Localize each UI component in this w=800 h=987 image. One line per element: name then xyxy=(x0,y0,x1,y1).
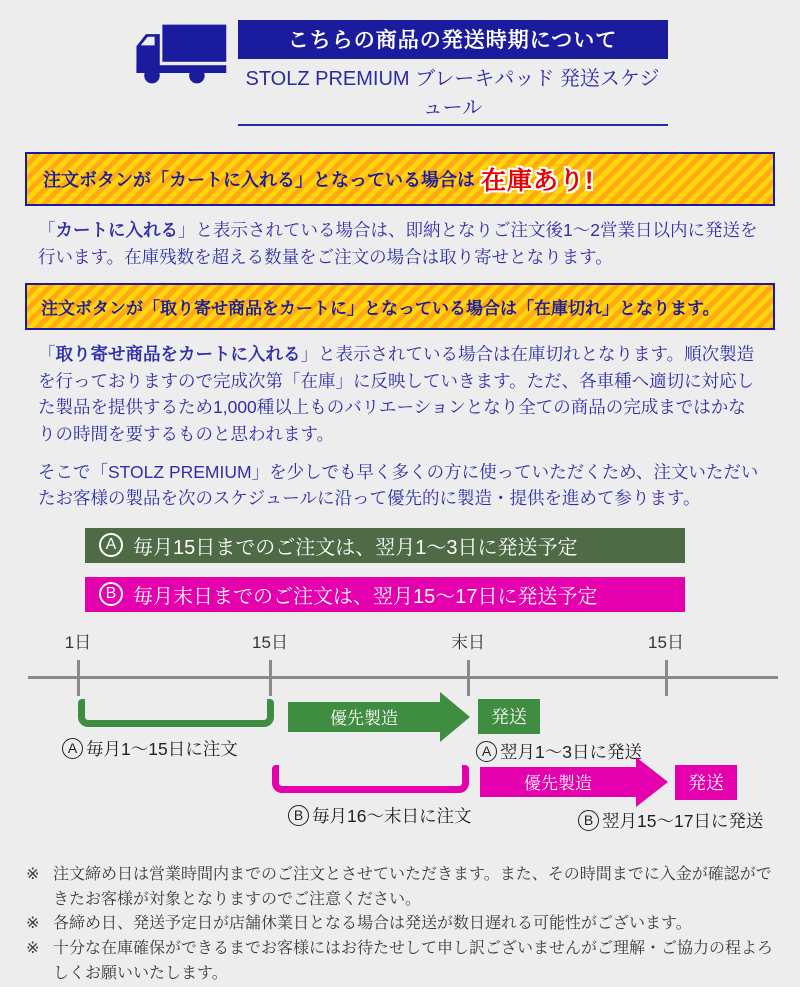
plan-a-banner-text: 毎月15日までのご注文は、翌月1～3日に発送予定 xyxy=(133,536,578,559)
timeline-tick-label-3: 末日 xyxy=(451,632,485,652)
note-marker: ※ xyxy=(26,940,40,958)
footer-notes xyxy=(26,863,774,987)
timeline-tick-2 xyxy=(269,660,272,696)
note-text: 十分な在庫確保ができるまでお客様にはお待たせして申し訳ございませんがご理解・ご協力の程よろしくお願いいたします。 xyxy=(53,940,774,982)
bracket-open: 「 xyxy=(38,344,56,365)
timeline-tick-4 xyxy=(665,660,668,696)
out-of-stock-paragraph-2: そこで「STOLZ PREMIUM」を少しでも早く多くの方に使っていただくため、注文いただいたお客様の製品を次のスケジュールに沿って優先的に製造・提供を進めて参ります。 xyxy=(38,461,759,509)
plan-a-badge-icon: A xyxy=(62,738,83,759)
timeline-tick-label-1: 1日 xyxy=(64,632,92,652)
plan-b-badge-icon: B xyxy=(288,805,309,826)
plan-a-badge-icon: A xyxy=(99,533,123,557)
plan-b-banner-text: 毎月末日までのご注文は、翌月15～17日に発送予定 xyxy=(133,585,598,608)
plan-a-arrow-head xyxy=(440,692,470,742)
header-text xyxy=(238,20,668,126)
note-item xyxy=(26,912,774,937)
schedule-timeline xyxy=(0,626,800,841)
out-of-stock-banner xyxy=(25,283,775,330)
plan-a-ship-text: 翌月1～3日に発送 xyxy=(500,741,642,762)
plan-a-priority-arrow xyxy=(288,702,440,732)
out-of-stock-paragraph-1 xyxy=(38,341,762,447)
note-text: 注文締め日は営業時間内までのご注文とさせていただきます。また、その時間までに入金が確認ができたお客様が対象となりますのでご注意ください。 xyxy=(53,865,772,908)
truck-icon xyxy=(133,23,228,85)
page-title: こちらの商品の発送時期について xyxy=(238,20,668,59)
plan-a-badge-icon: A xyxy=(476,741,497,762)
out-of-stock-body: 」と表示されている場合は在庫切れとなります。順次製造を行っておりますので完成次第「在庫」に反映していきます。ただ、各車種へ適切に対応した製品を提供するため1,000種以上ものバリエーションとなり全ての商品の完成まではかなりの時間を要するものと思われます。 xyxy=(38,344,755,444)
plan-b-priority-arrow xyxy=(480,767,636,797)
in-stock-paragraph xyxy=(38,217,762,270)
plan-b-order-text: 毎月16～末日に注文 xyxy=(312,805,472,826)
plan-b-arrow-text: 優先製造 xyxy=(524,774,592,794)
in-stock-banner xyxy=(25,152,775,206)
plan-b-badge-icon: B xyxy=(99,582,123,606)
plan-b-arrow-head xyxy=(636,757,668,807)
header xyxy=(0,0,800,126)
plan-b-ship-label xyxy=(578,808,763,833)
in-stock-highlight: 在庫あり! xyxy=(481,167,595,195)
in-stock-body: 」と表示されている場合は、即納となりご注文後1～2営業日以内に発送を行います。在庫残数を超える数量をご注文の場合は取り寄せとなります。 xyxy=(38,220,758,267)
page-subtitle: STOLZ PREMIUM ブレーキパッド 発送スケジュール xyxy=(238,59,668,126)
out-of-stock-lead: 取り寄せ商品をカートに入れる xyxy=(55,344,301,365)
plan-a-order-bracket xyxy=(78,699,274,727)
plan-a-banner xyxy=(85,528,685,563)
plan-b-badge-icon: B xyxy=(578,810,599,831)
note-item xyxy=(26,937,774,987)
plan-b-ship-text: 翌月15～17日に発送 xyxy=(602,810,764,831)
note-marker: ※ xyxy=(26,865,40,883)
timeline-tick-3 xyxy=(467,660,470,696)
timeline-tick-label-4: 15日 xyxy=(648,632,684,652)
plan-b-order-label xyxy=(288,803,471,828)
timeline-tick-label-2: 15日 xyxy=(252,632,288,652)
out-of-stock-banner-text: 注文ボタンが「取り寄せ商品をカートに」となっている場合は「在庫切れ」となります。 xyxy=(41,299,720,319)
note-marker: ※ xyxy=(26,915,40,933)
bracket-open: 「 xyxy=(38,220,56,240)
plan-a-order-text: 毎月1～15日に注文 xyxy=(86,738,238,759)
in-stock-banner-text: 注文ボタンが「カートに入れる」となっている場合は xyxy=(43,170,475,190)
plan-b-ship-box: 発送 xyxy=(675,765,737,800)
plan-b-order-bracket xyxy=(272,765,469,793)
plan-a-ship-box: 発送 xyxy=(478,699,540,734)
plan-a-arrow-text: 優先製造 xyxy=(330,709,398,729)
note-text: 各締め日、発送予定日が店舗休業日となる場合は発送が数日遅れる可能性がございます。 xyxy=(53,915,692,933)
plan-a-order-label xyxy=(62,736,238,761)
timeline-tick-1 xyxy=(77,660,80,696)
note-item xyxy=(26,863,774,913)
plan-a-ship-label xyxy=(476,739,642,764)
in-stock-lead: カートに入れる xyxy=(55,220,178,240)
plan-b-banner xyxy=(85,577,685,612)
